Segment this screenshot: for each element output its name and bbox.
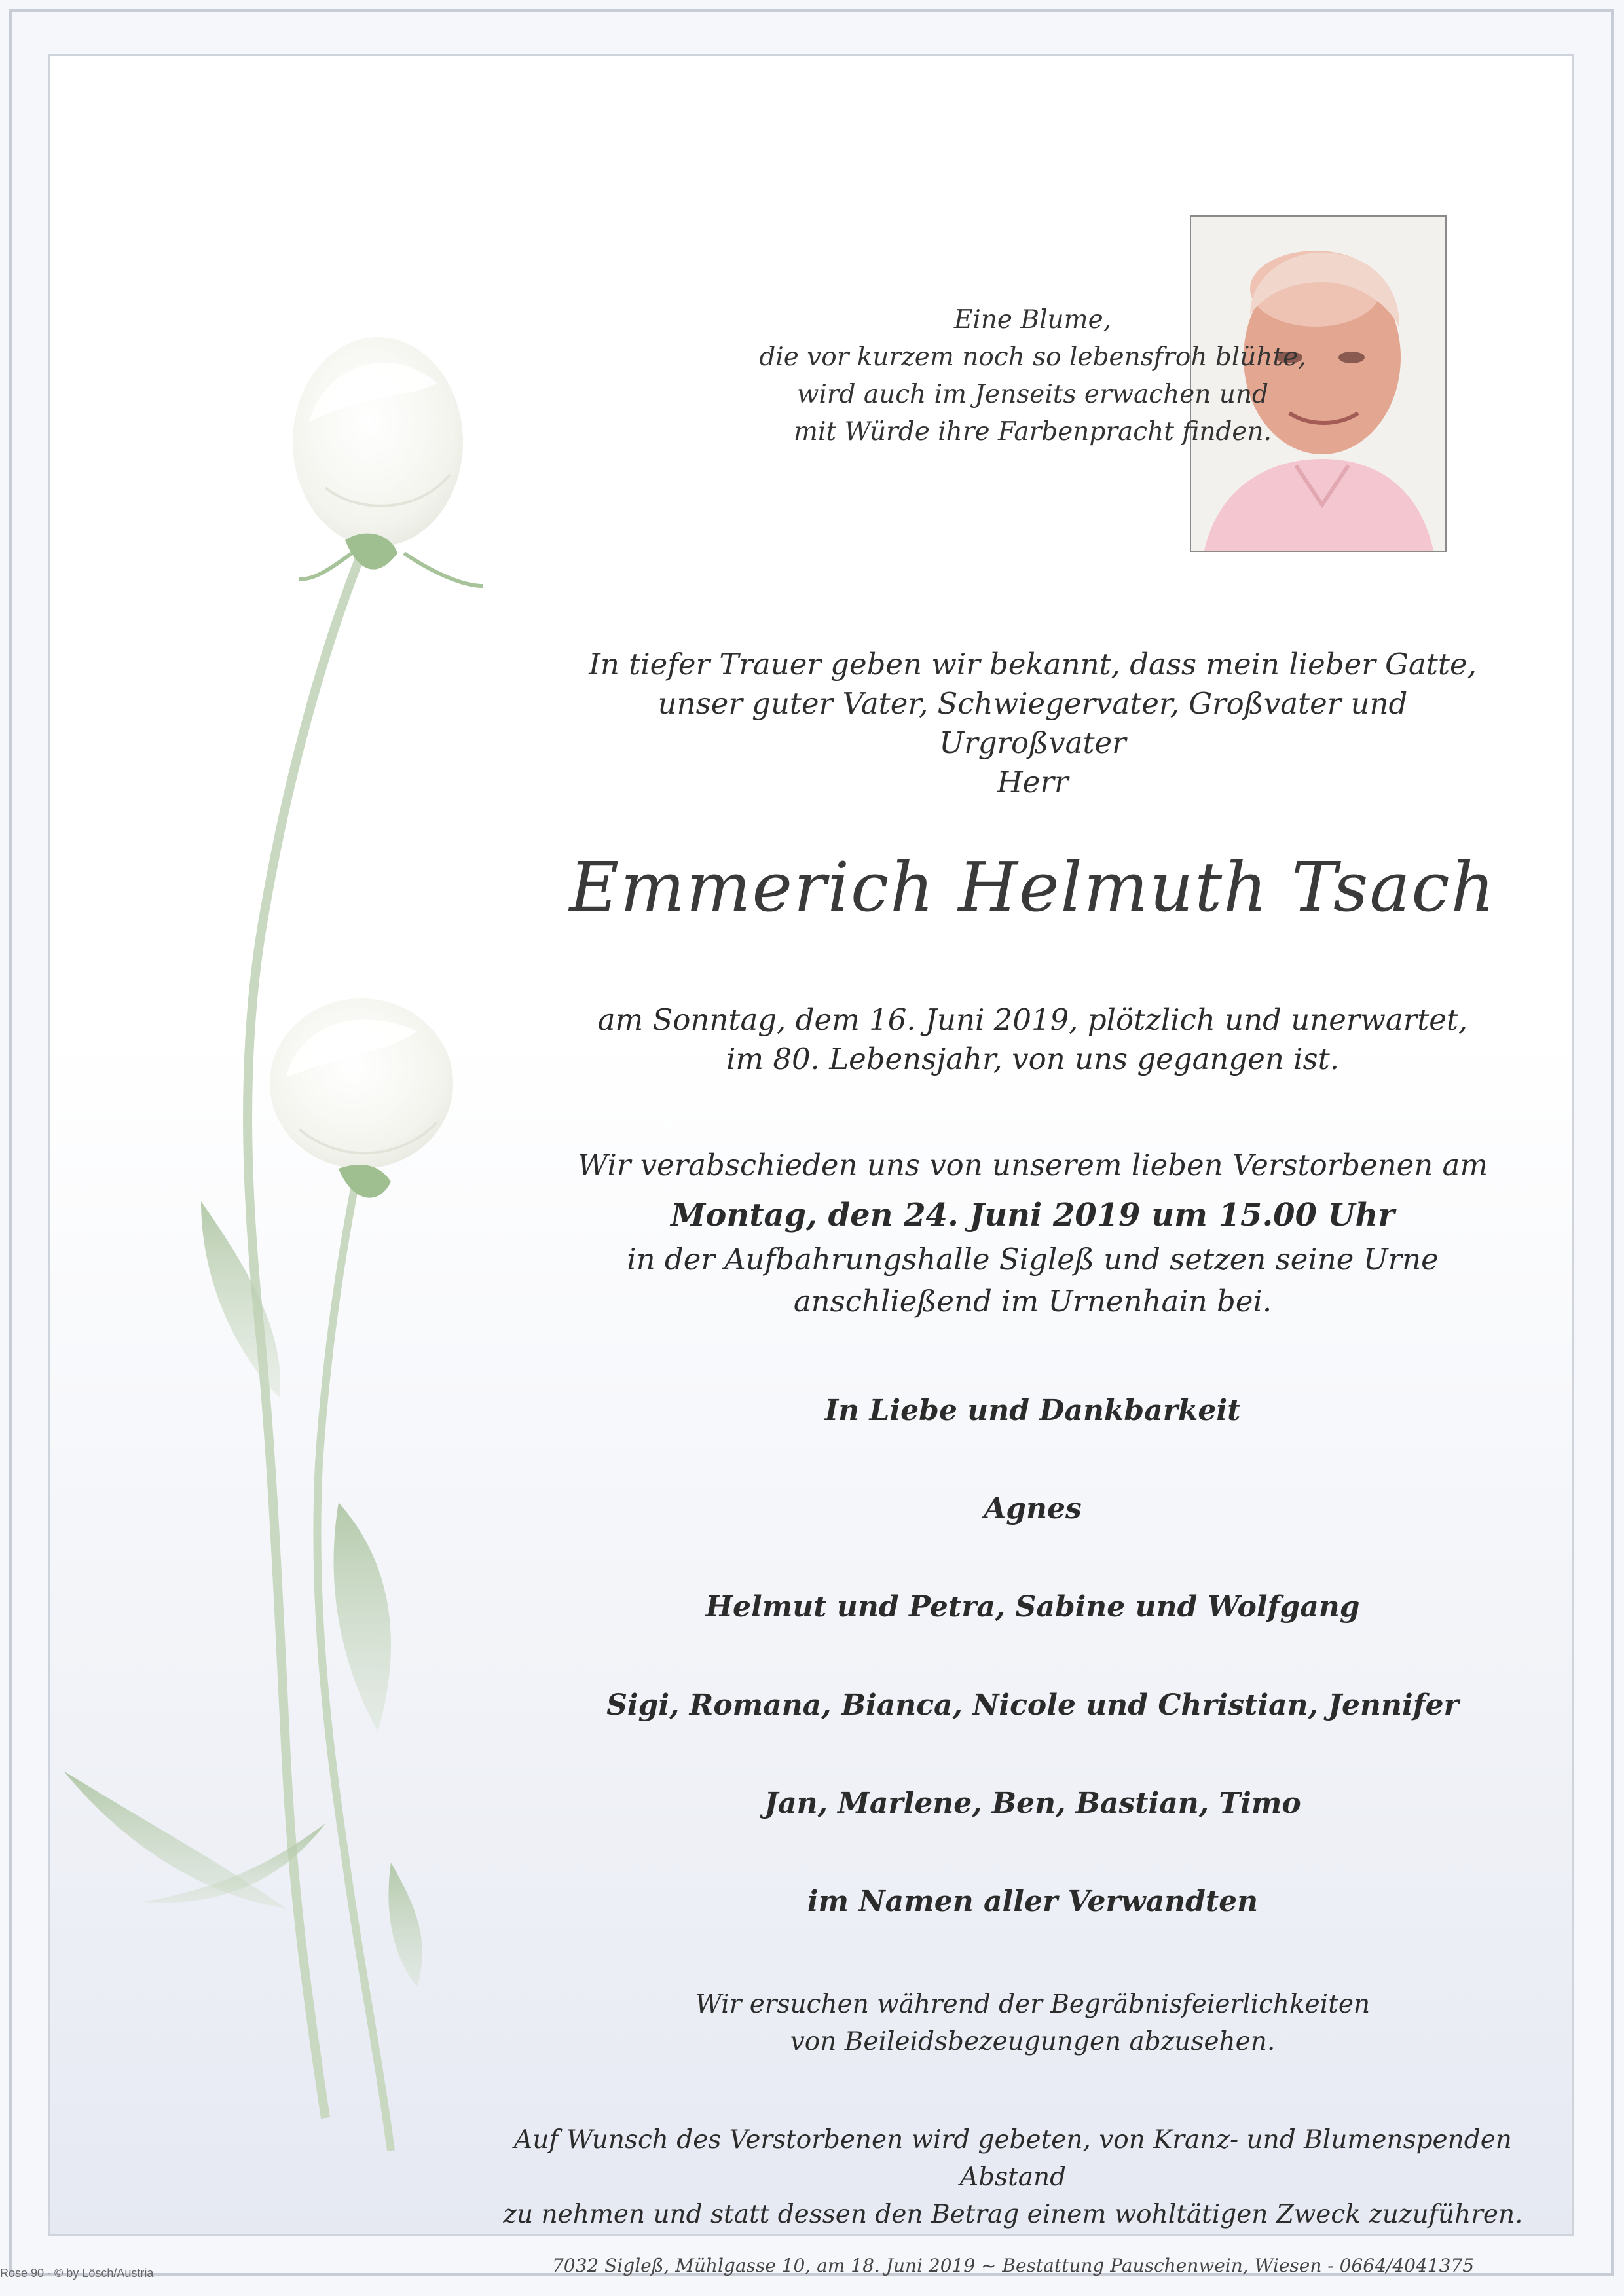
wish-line: zu nehmen und statt dessen den Betrag einem wohltätigen Zweck zuzuführen. (503, 2200, 1523, 2229)
footer-address: 7032 Sigleß, Mühlgasse 10, am 18. Juni 2019 ~ Bestattung Pauschenwein, Wiesen - 0664/4041375 (551, 2255, 1475, 2276)
obituary-card (48, 54, 1574, 2276)
deceased-name: Emmerich Helmuth Tsach (569, 847, 1496, 927)
leaf-5 (388, 1863, 422, 1987)
mourner-grandchildren: Sigi, Romana, Bianca, Nicole und Christian, Jennifer (606, 1688, 1459, 1722)
mourner-children: Helmut und Petra, Sabine und Wolfgang (705, 1590, 1360, 1624)
template-credit: Rose 90 - © by Lösch/Austria (0, 2267, 154, 2280)
white-roses-illustration (50, 56, 640, 2238)
memorial-poem (561, 301, 1504, 450)
announcement (561, 645, 1504, 802)
leaf-1 (201, 1201, 280, 1398)
farewell-intro: Wir verabschieden uns von unserem lieben Verstorbenen am (577, 1148, 1488, 1182)
mourner-spouse: Agnes (984, 1492, 1082, 1525)
closing-phrase: In Liebe und Dankbarkeit (824, 1394, 1241, 1427)
wish-line: Auf Wunsch des Verstorbenen wird gebeten, von Kranz- und Blumenspenden Abstand (514, 2125, 1512, 2192)
farewell-urn: anschließend im Urnenhain bei. (793, 1284, 1272, 1319)
upper-rose (293, 337, 483, 586)
poem-line: die vor kurzem noch so lebensfroh blühte, (759, 342, 1306, 372)
request-line: von Beileidsbezeugungen abzusehen. (790, 2027, 1276, 2056)
announcement-line: In tiefer Trauer geben wir bekannt, dass mein lieber Gatte, (589, 647, 1477, 682)
poem-line: Eine Blume, (953, 305, 1112, 335)
announcement-line: unser guter Vater, Schwiegervater, Großvater und Urgroßvater (657, 686, 1408, 760)
farewell-details (561, 1139, 1504, 1322)
poem-line: wird auch im Jenseits erwachen und (796, 380, 1269, 409)
mourner-relatives: im Namen aller Verwandten (807, 1885, 1259, 1918)
condolence-request (561, 1986, 1504, 2060)
leaf-3 (64, 1771, 286, 1908)
poem-line: mit Würde ihre Farbenpracht finden. (794, 417, 1272, 446)
donation-wish (470, 2121, 1557, 2233)
announcement-line: Herr (997, 765, 1069, 799)
death-notice (561, 1000, 1504, 1079)
leaf-2 (334, 1503, 392, 1732)
farewell-location: in der Aufbahrungshalle Sigleß und setzen seine Urne (627, 1242, 1439, 1277)
mourner-great-grandchildren: Jan, Marlene, Ben, Bastian, Timo (764, 1787, 1301, 1820)
request-line: Wir ersuchen während der Begräbnisfeierlichkeiten (695, 1990, 1371, 2019)
farewell-date: Montag, den 24. Juni 2019 um 15.00 Uhr (671, 1197, 1395, 1233)
death-notice-line: am Sonntag, dem 16. Juni 2019, plötzlich und unerwartet, (597, 1002, 1468, 1037)
death-notice-line: im 80. Lebensjahr, von uns gegangen ist. (726, 1042, 1339, 1076)
lower-rose (270, 998, 453, 1198)
